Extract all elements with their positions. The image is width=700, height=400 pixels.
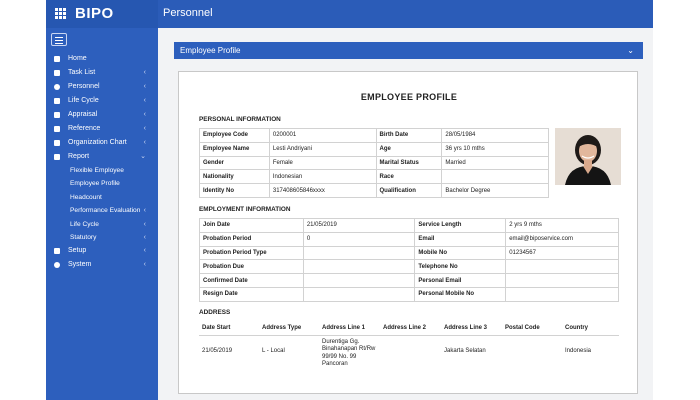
sidebar-item-label: System	[68, 261, 92, 269]
document-title: EMPLOYEE PROFILE	[360, 92, 458, 102]
table-row: Nationality Indonesian Race	[200, 170, 549, 184]
sidebar-item-appraisal[interactable]	[46, 108, 158, 122]
book-icon	[54, 126, 60, 132]
employee-photo	[555, 128, 621, 185]
table-row: Employee Code 0200001 Birth Date 28/05/1984	[200, 129, 549, 143]
check-icon	[54, 112, 60, 118]
org-chart-icon	[54, 140, 60, 146]
sidebar-subitem-flexible-employee[interactable]: Flexible Employee	[70, 167, 124, 174]
brand-logo[interactable]: BIPO	[75, 5, 114, 22]
sidebar-subitem-life-cycle[interactable]: Life Cycle ‹	[46, 218, 158, 231]
chevron-down-icon[interactable]: ⌄	[627, 46, 634, 55]
table-row: Gender Female Marital Status Married	[200, 156, 549, 170]
table-row: Resign Date Personal Mobile No	[200, 287, 619, 301]
address-title: ADDRESS	[199, 309, 231, 316]
chevron-left-icon: ‹	[143, 233, 146, 241]
table-row: Probation Due Telephone No	[200, 260, 619, 274]
sidebar-subitem-headcount[interactable]: Headcount	[70, 193, 102, 201]
brand-area	[46, 0, 158, 28]
print-icon	[54, 154, 60, 160]
menu-toggle-button[interactable]	[51, 33, 67, 46]
chevron-left-icon: ‹	[143, 261, 146, 269]
sidebar-item-home[interactable]	[46, 52, 158, 66]
chevron-left-icon: ‹	[143, 111, 146, 118]
sidebar-item-report[interactable]	[46, 150, 158, 164]
sidebar-item-system[interactable]	[46, 258, 158, 272]
sidebar-item-life-cycle[interactable]	[46, 94, 158, 108]
sidebar-nav	[46, 52, 158, 272]
table-row: Identity No 317408605846xxxx Qualification Bachelor Degree	[200, 184, 549, 198]
chevron-down-icon: ⌄	[140, 153, 146, 160]
chevron-left-icon: ‹	[143, 97, 146, 104]
user-icon	[54, 84, 60, 90]
section-header[interactable]	[174, 42, 643, 59]
sidebar-item-label: Life Cycle	[68, 97, 99, 104]
employee-profile-document	[178, 71, 638, 394]
section-title: Employee Profile	[180, 46, 241, 55]
sidebar-item-label: Organization Chart	[68, 139, 127, 146]
employment-info-title: EMPLOYMENT INFORMATION	[199, 206, 291, 213]
home-icon	[54, 56, 60, 62]
table-row: Employee Name Lesti Andriyani Age 36 yrs 10 mths	[200, 142, 549, 156]
chevron-left-icon: ‹	[143, 220, 146, 228]
table-row: Probation Period 0 Email email@biposervice.com	[200, 232, 619, 246]
sidebar-item-label: Setup	[68, 247, 87, 255]
chevron-left-icon: ‹	[143, 247, 146, 255]
sidebar-item-task-list[interactable]	[46, 66, 158, 80]
chevron-left-icon: ‹	[143, 207, 146, 215]
sidebar-item-label: Personnel	[68, 83, 100, 90]
list-icon	[54, 70, 60, 76]
wrench-icon	[54, 248, 60, 254]
table-row: 21/05/2019 L - Local Durentiga Gg. Binahanapan Rt/Rw 99/99 No. 99 Pancoran Jakarta Selatan Indonesia	[199, 335, 619, 369]
personal-info-table	[199, 128, 549, 198]
sidebar-item-label: Home	[68, 55, 87, 62]
top-bar	[46, 0, 653, 28]
table-row: Join Date 21/05/2019 Service Length 2 yrs 9 mths	[200, 219, 619, 233]
sidebar-subitem-statutory[interactable]: Statutory ‹	[46, 231, 158, 244]
cycle-icon	[54, 98, 60, 104]
sidebar-item-label: Reference	[68, 125, 101, 132]
app-grid-icon[interactable]	[55, 8, 66, 19]
sidebar-subitem-performance-evaluation[interactable]: Performance Evaluation ‹	[46, 204, 158, 217]
module-title: Personnel	[163, 7, 213, 19]
sidebar-item-personnel[interactable]	[46, 80, 158, 94]
chevron-left-icon: ‹	[143, 125, 146, 132]
sidebar-subitem-employee-profile[interactable]: Employee Profile	[70, 180, 120, 188]
gear-icon	[54, 262, 60, 268]
table-header-row: Date Start Address Type Address Line 1 Address Line 2 Address Line 3 Postal Code Country	[199, 322, 619, 335]
app-window	[46, 0, 653, 400]
chevron-left-icon: ‹	[143, 139, 146, 146]
address-table	[199, 322, 619, 369]
chevron-left-icon: ‹	[143, 69, 146, 76]
sidebar-item-reference[interactable]	[46, 122, 158, 136]
sidebar	[46, 28, 158, 400]
chevron-left-icon: ‹	[143, 83, 146, 90]
sidebar-item-setup[interactable]	[46, 244, 158, 258]
table-row: Probation Period Type Mobile No 01234567	[200, 246, 619, 260]
sidebar-item-label: Appraisal	[68, 111, 98, 118]
table-row: Confirmed Date Personal Email	[200, 274, 619, 288]
employment-info-table	[199, 218, 619, 302]
sidebar-item-organization-chart[interactable]	[46, 136, 158, 150]
address-line-1-cell: Durentiga Gg. Binahanapan Rt/Rw 99/99 No. 99 Pancoran	[322, 338, 376, 367]
sidebar-item-label: Report	[68, 153, 90, 160]
sidebar-item-label: Task List	[68, 69, 96, 76]
personal-info-title: PERSONAL INFORMATION	[199, 116, 281, 123]
